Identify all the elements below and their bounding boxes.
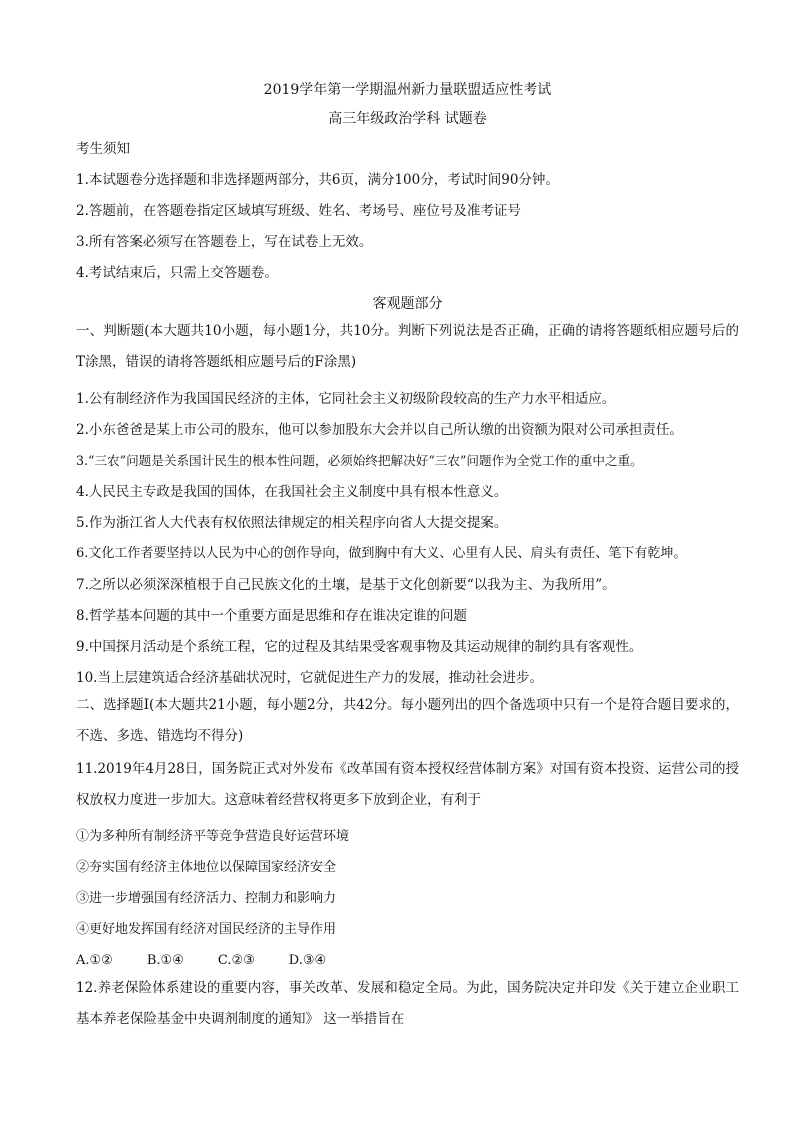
notice-heading: 考生须知 [76,141,130,157]
choice-b: B.①④ [146,953,184,968]
question-11-choices [76,951,739,971]
exam-title: 2019学年第一学期温州新力量联盟适应性考试 [263,82,552,98]
question-11-option: ③进一步增强国有经济活力、控制力和影响力 [76,891,337,906]
judgment-item: 3.“三农”问题是关系国计民生的根本性问题，必须始终把解决好“三农”问题作为全党工作的重中之重。 [76,453,643,468]
judgment-item: 4.人民民主专政是我国的国体，在我国社会主义制度中具有根本性意义。 [76,484,508,500]
notice-item: 3.所有答案必须写在答题卷上，写在试卷上无效。 [76,234,373,250]
judgment-item: 1.公有制经济作为我国国民经济的主体，它同社会主义初级阶段较高的生产力水平相适应。 [76,391,616,407]
judgment-item: 9.中国探月活动是个系统工程，它的过程及其结果受客观事物及其运动规律的制约具有客观性。 [76,639,643,655]
exam-subtitle: 高三年级政治学科 试题卷 [328,111,487,127]
question-11-option: ①为多种所有制经济平等竞争营造良好运营环境 [76,829,350,844]
choice-d: D.③④ [288,953,327,968]
part1-intro: 一、判断题(本大题共10小题，每小题1分，共10分。判断下列说法是否正确，正确的请将答题纸相应题号后的T涂黑，错误的请将答题纸相应题号后的F涂黑) [76,323,739,370]
judgment-item: 5.作为浙江省人大代表有权依照法律规定的相关程序向省人大提交提案。 [76,515,508,531]
judgment-item: 10.当上层建筑适合经济基础状况时，它就促进生产力的发展，推动社会进步。 [76,670,543,686]
question-12-stem: 12.养老保险体系建设的重要内容，事关改革、发展和稳定全局。为此，国务院决定并印发《关于建立企业职工基本养老保险基金中央调剂制度的通知》 这一举措旨在 [76,980,739,1027]
section-title: 客观题部分 [372,296,443,312]
choice-c: C.②③ [217,953,255,968]
judgment-item: 6.文化工作者要坚持以人民为中心的创作导向，做到胸中有大义、心里有人民、肩头有责任、笔下有乾坤。 [76,546,687,561]
question-11-option: ④更好地发挥国有经济对国民经济的主导作用 [76,922,337,937]
judgment-item: 7.之所以必须深深植根于自己民族文化的土壤，是基于文化创新要“以我为主、为我所用”。 [76,577,616,593]
question-11-stem: 11.2019年4月28日，国务院正式对外发布《改革国有资本授权经营体制方案》对国有资本投资、运营公司的授权放权力度进一步加大。这意味着经营权将更多下放到企业，有利于 [76,761,739,808]
judgment-item: 2.小东爸爸是某上市公司的股东，他可以参加股东大会并以自己所认缴的出资额为限对公司承担责任。 [76,422,683,438]
notice-item: 4.考试结束后，只需上交答题卷。 [76,265,278,281]
notice-item: 1.本试题卷分选择题和非选择题两部分，共6页，满分100分，考试时间90分钟。 [76,172,559,188]
question-11-option: ②夯实国有经济主体地位以保障国家经济安全 [76,860,337,875]
choice-a: A.①② [76,953,113,968]
notice-item: 2.答题前，在答题卷指定区域填写班级、姓名、考场号、座位号及准考证号 [76,203,521,219]
judgment-item: 8.哲学基本问题的其中一个重要方面是思维和存在谁决定谁的问题 [76,608,467,624]
part2-intro: 二、选择题I(本大题共21小题，每小题2分，共42分。每小题列出的四个备选项中只有一个是符合题目要求的，不选、多选、错选均不得分) [76,697,739,744]
